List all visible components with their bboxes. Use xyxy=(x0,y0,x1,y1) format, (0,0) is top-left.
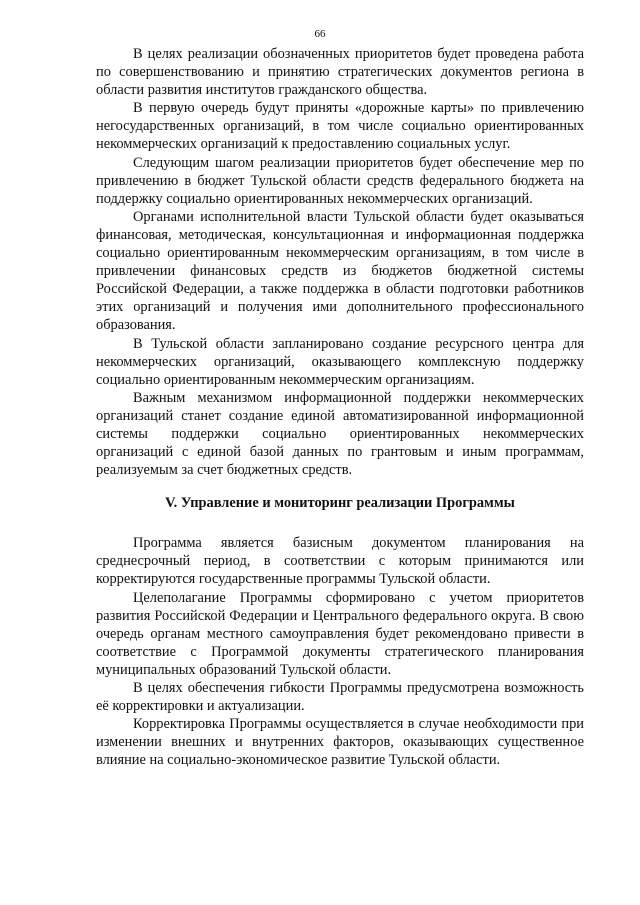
page-number: 66 xyxy=(314,28,326,40)
paragraph-information-system: Важным механизмом информационной поддержки некоммерческих организаций станет создание единой автоматизированной информационной системы поддержки социально ориентированных некоммерческих организаций с единой базой данных по грантовым и иным программам, реализуемым за счет бюджетных средств. xyxy=(96,389,584,479)
paragraph-road-maps: В первую очередь будут приняты «дорожные карты» по привлечению негосударственных организаций, в том числе социально ориентированных некоммерческих организаций к предоставлению социальных услуг. xyxy=(96,100,584,153)
paragraph-program-basis: Программа является базисным документом планирования на среднесрочный период, в соответствии с которым принимаются или корректируются государственные программы Тульской области. xyxy=(96,535,584,588)
page-content xyxy=(96,45,584,769)
paragraph-executive-support: Органами исполнительной власти Тульской области будет оказываться финансовая, методическая, консультационная и информационная поддержка социально ориентированным некоммерческим организациям, в том числе в привлечении финансовых средств из бюджетов бюджетной системы Российской Федерации, а также поддержка в области подготовки работников этих организаций и получения ими дополнительного профессионального образования. xyxy=(96,208,584,334)
paragraph-resource-center: В Тульской области запланировано создание ресурсного центра для некоммерческих организаций, оказывающего комплексную поддержку социально ориентированным некоммерческим организациям. xyxy=(96,335,584,388)
paragraph-federal-budget: Следующим шагом реализации приоритетов будет обеспечение мер по привлечению в бюджет Тульской области средств федерального бюджета на поддержку социально ориентированных некоммерческих организаций. xyxy=(96,154,584,207)
paragraph-goal-setting: Целеполагание Программы сформировано с учетом приоритетов развития Российской Федерации и Центрального федерального округа. В свою очередь органам местного самоуправления будет рекомендовано привести в соответствие с Программой документы стратегического планирования муниципальных образований Тульской области. xyxy=(96,589,584,678)
section-heading: V. Управление и мониторинг реализации Программы xyxy=(165,495,515,512)
paragraph-flexibility: В целях обеспечения гибкости Программы предусмотрена возможность её корректировки и актуализации. xyxy=(96,680,584,715)
paragraph-priorities-work: В целях реализации обозначенных приоритетов будет проведена работа по совершенствованию и принятию стратегических документов региона в области развития институтов гражданского общества. xyxy=(96,46,584,99)
paragraph-adjustment: Корректировка Программы осуществляется в случае необходимости при изменении внешних и внутренних факторов, оказывающих существенное влияние на социально-экономическое развитие Тульской области. xyxy=(96,716,584,769)
